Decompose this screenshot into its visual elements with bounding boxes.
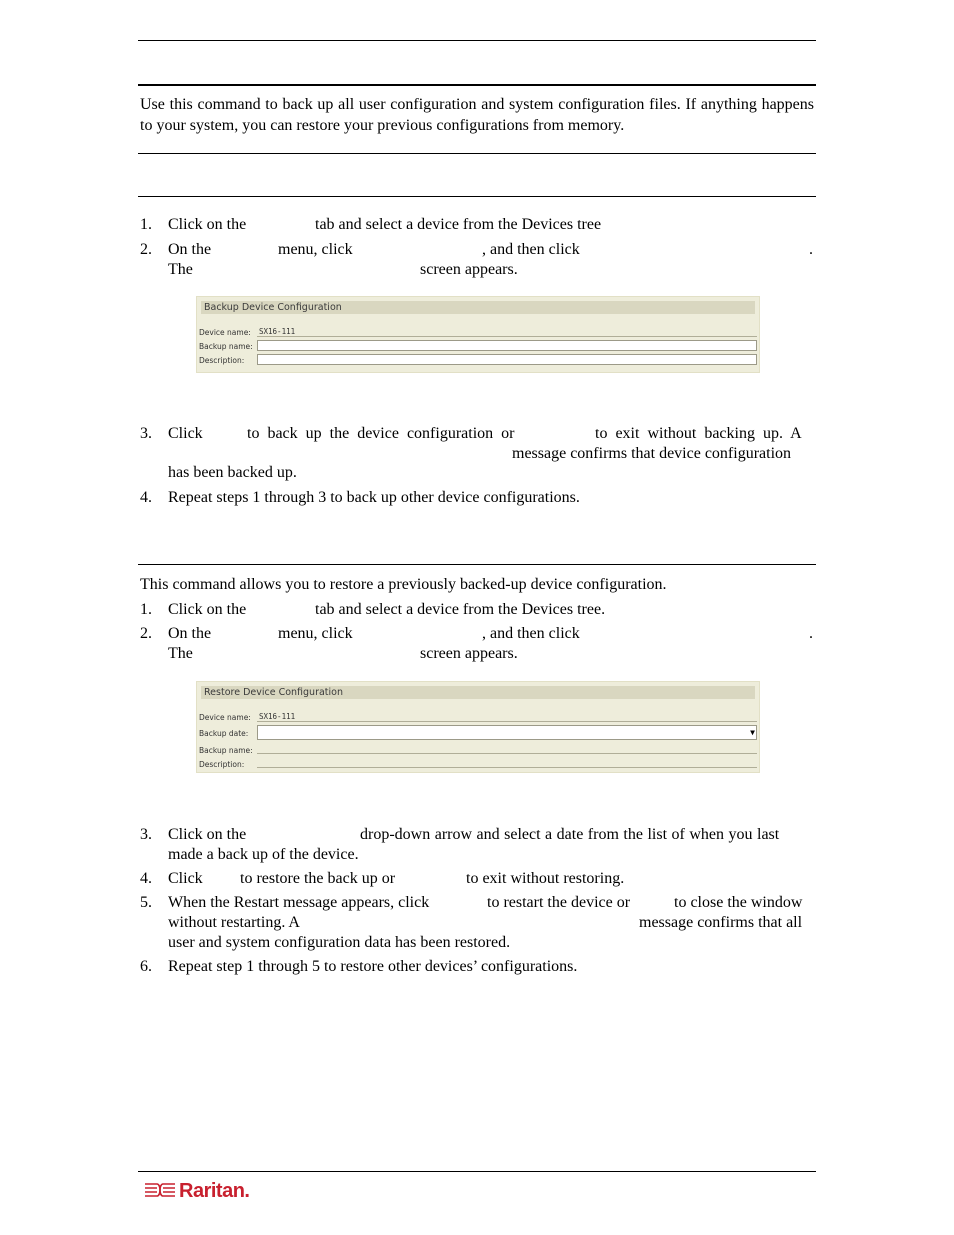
step-number: 2. (140, 241, 152, 258)
panel-title: Restore Device Configuration (201, 686, 755, 699)
step-text: message confirms that all (639, 914, 803, 931)
section-rule (138, 153, 816, 154)
step-text: to back up the device configuration or (247, 425, 515, 442)
panel-title: Backup Device Configuration (201, 301, 755, 314)
step-text: Click on the (168, 826, 247, 843)
section-rule (138, 564, 816, 565)
step-text: tab and select a device from the Devices tree. (315, 601, 606, 618)
step-text: On the (168, 625, 212, 642)
device-name-field: SX16-111 (257, 711, 757, 722)
description-label: Description: (199, 356, 245, 365)
step-text: message confirms that device configuration (512, 445, 792, 462)
step-text: Repeat step 1 through 5 to restore other devices’ configurations. (168, 958, 578, 975)
step-text: to restore the back up or (240, 870, 396, 887)
step-text: without restarting. A (168, 914, 300, 931)
device-name-field: SX16-111 (257, 326, 757, 337)
step-text: Click (168, 870, 203, 887)
restore-intro: This command allows you to restore a previously backed-up device configuration. (140, 576, 667, 593)
step-text: Repeat steps 1 through 3 to back up other device configurations. (168, 489, 580, 506)
step-text: screen appears. (420, 261, 518, 278)
step-text: has been backed up. (168, 464, 297, 481)
step-number: 2. (140, 625, 152, 642)
raritan-logo-text: Raritan. (179, 1180, 250, 1202)
restore-device-configuration-panel (196, 681, 760, 773)
step-text: menu, click (278, 625, 353, 642)
step-text: to close the window (674, 894, 803, 911)
step-text: tab and select a device from the Devices tree (315, 216, 602, 233)
description-field (257, 757, 757, 768)
description-label: Description: (199, 760, 245, 769)
device-name-label: Device name: (199, 713, 251, 722)
backup-date-label: Backup date: (199, 729, 249, 738)
step-text: to restart the device or (487, 894, 631, 911)
backup-device-configuration-panel (196, 296, 760, 373)
step-text: On the (168, 241, 212, 258)
step-text: The (168, 645, 193, 662)
section-rule (138, 196, 816, 197)
intro-paragraph: Use this command to back up all user configuration and system configuration files. If anything happens to your system, you can restore your previous configurations from memory. (140, 96, 814, 134)
section-rule-top (138, 84, 816, 86)
step-text: Click on the (168, 601, 247, 618)
step-text: to exit without backing up. A (595, 425, 802, 442)
step-text: made a back up of the device. (168, 846, 359, 863)
backup-name-label: Backup name: (199, 342, 253, 351)
step-text: drop-down arrow and select a date from the list of when you last (360, 826, 780, 843)
step-text: When the Restart message appears, click (168, 894, 430, 911)
backup-name-field (257, 743, 757, 754)
header-rule (138, 40, 816, 41)
step-number: 1. (140, 216, 152, 233)
step-number: 3. (140, 826, 152, 843)
description-input[interactable] (257, 354, 757, 365)
step-number: 5. (140, 894, 152, 911)
backup-date-select[interactable] (257, 725, 757, 740)
step-text: menu, click (278, 241, 353, 258)
step-number: 4. (140, 489, 152, 506)
footer-rule (138, 1171, 816, 1172)
step-text: The (168, 261, 193, 278)
step-text: to exit without restoring. (466, 870, 625, 887)
step-text: , and then click (482, 625, 580, 642)
device-name-label: Device name: (199, 328, 251, 337)
step-number: 4. (140, 870, 152, 887)
step-text: . (809, 625, 813, 642)
backup-name-input[interactable] (257, 340, 757, 351)
step-text: screen appears. (420, 645, 518, 662)
step-text: Click on the (168, 216, 247, 233)
step-text: Click (168, 425, 203, 442)
step-text: , and then click (482, 241, 580, 258)
step-number: 1. (140, 601, 152, 618)
raritan-logo-mark-icon (143, 1180, 177, 1202)
dropdown-arrow-icon[interactable]: ▼ (750, 728, 755, 737)
step-number: 6. (140, 958, 152, 975)
step-number: 3. (140, 425, 152, 442)
backup-name-label: Backup name: (199, 746, 253, 755)
step-text: user and system configuration data has been restored. (168, 934, 511, 951)
step-text: . (809, 241, 813, 258)
